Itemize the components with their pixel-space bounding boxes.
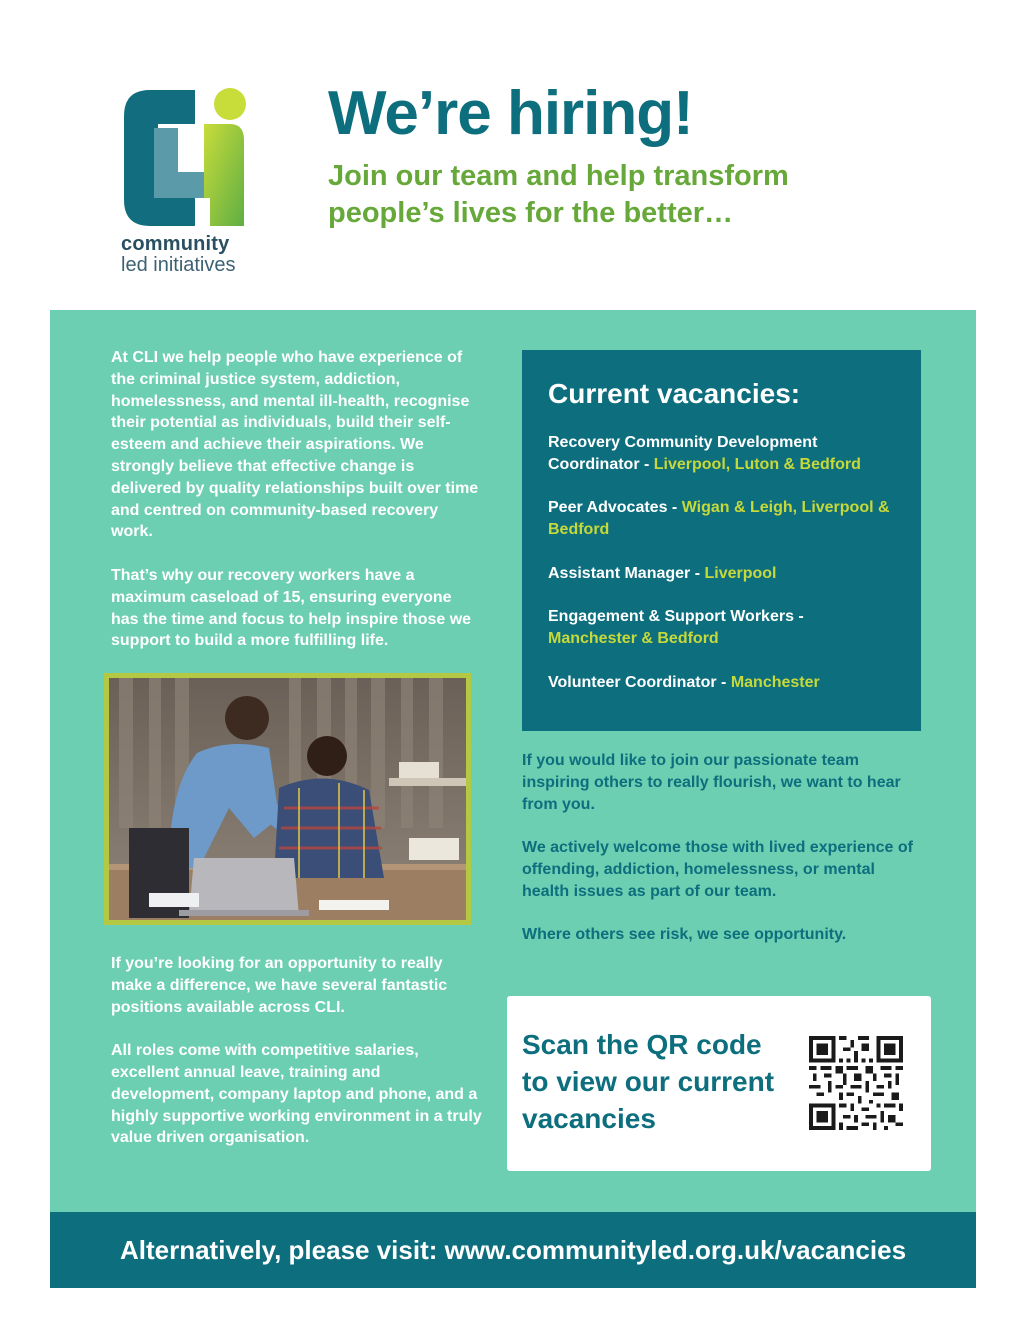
vacancy-locations: Liverpool <box>704 564 777 582</box>
closing-text <box>111 953 486 1171</box>
vacancy-role: Recovery Community Development Coordinator <box>548 434 818 473</box>
subheadline: Join our team and help transform people’s lives for the better… <box>328 160 789 229</box>
vacancy-separator: - <box>667 499 682 517</box>
vacancy-item[interactable] <box>548 672 895 694</box>
vacancy-locations: Wigan & Leigh, Liverpool & Bedford <box>548 499 890 539</box>
intro-paragraph: At CLI we help people who have experience of the criminal justice system, addiction, homelessness, and mental ill-health, recognise their potential as individuals, build their self-esteem and achieve their aspirations. We strongly believe that effective change is delivered by quality relationships built over time and centred on community-based recovery work. <box>111 349 479 541</box>
join-text <box>522 750 922 968</box>
join-paragraph: If you would like to join our passionate team inspiring others to really flourish, we want to hear from you. <box>522 752 901 813</box>
vacancy-separator: - <box>793 608 804 626</box>
intro-text <box>111 347 481 674</box>
team-photo <box>104 673 471 925</box>
vacancy-locations: Manchester & Bedford <box>548 630 719 648</box>
vacancies-link[interactable]: Alternatively, please visit: www.communityled.org.uk/vacancies <box>119 1234 907 1265</box>
footer-bar <box>50 1212 976 1288</box>
vacancies-list <box>548 432 895 694</box>
join-tagline: Where others see risk, we see opportunity. <box>522 926 847 944</box>
vacancy-separator: - <box>716 673 731 691</box>
qr-code-icon[interactable] <box>809 1036 903 1130</box>
logo-wordmark <box>121 234 236 276</box>
closing-paragraph: If you’re looking for an opportunity to really make a difference, we have several fantastic positions available across CLI. <box>111 955 448 1016</box>
vacancies-box <box>522 350 921 731</box>
closing-paragraph: All roles come with competitive salaries, excellent annual leave, training and development, company laptop and phone, and a highly supportive working environment in a truly value driven organisation. <box>111 1042 482 1147</box>
vacancy-role: Volunteer Coordinator <box>548 673 717 691</box>
vacancy-item[interactable] <box>548 606 895 650</box>
vacancy-separator: - <box>639 455 654 473</box>
vacancy-role: Engagement & Support Workers <box>548 608 794 626</box>
headline: We’re hiring! <box>328 79 693 148</box>
cli-logo <box>118 86 258 286</box>
intro-paragraph: That’s why our recovery workers have a maximum caseload of 15, ensuring everyone has the time and focus to help inspire those we support to build a more fulfilling life. <box>111 566 472 650</box>
vacancy-role: Assistant Manager <box>548 564 691 582</box>
logo-line-led-initiatives: led initiatives <box>121 254 236 276</box>
cli-logo-icon <box>120 86 246 231</box>
vacancy-item[interactable] <box>548 497 895 541</box>
join-paragraph: We actively welcome those with lived experience of offending, addiction, homelessness, or mental health issues as part of our team. <box>522 839 913 900</box>
vacancy-locations: Manchester <box>730 673 820 691</box>
logo-line-community: community <box>121 233 230 255</box>
qr-card <box>507 996 931 1171</box>
team-photo-image <box>109 678 466 920</box>
vacancy-item[interactable] <box>548 432 895 476</box>
vacancy-role: Peer Advocates <box>548 499 668 517</box>
vacancy-locations: Liverpool, Luton & Bedford <box>653 455 861 473</box>
vacancies-title: Current vacancies: <box>548 378 801 409</box>
qr-instruction: Scan the QR code to view our current vacancies <box>522 1029 775 1134</box>
vacancy-item[interactable] <box>548 563 895 585</box>
vacancy-separator: - <box>690 564 705 582</box>
